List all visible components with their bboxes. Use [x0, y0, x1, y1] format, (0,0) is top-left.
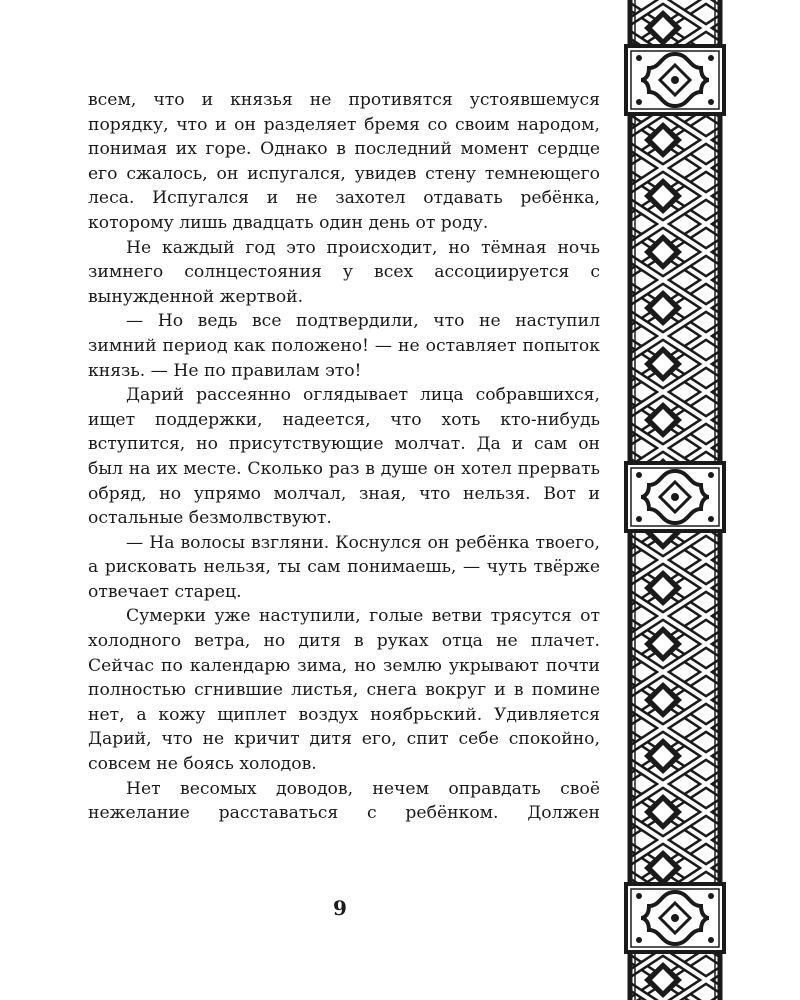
- body-text: [88, 88, 600, 826]
- paragraph-3: — Но ведь все подтвердили, что не наступил зимний период как положено! — не оставляет попыток князь. — Не по правилам это!: [88, 311, 600, 381]
- paragraph-4: Дарий рассеянно оглядывает лица собравшихся, ищет поддержки, надеется, что хоть кто-нибудь вступится, но присутствующие молчат. Да и сам он был на их месте. Сколько раз в душе он хотел прервать обряд, но упрямо молчал, зная, что нельзя. Вот и остальные безмолвствуют.: [88, 385, 600, 529]
- page-number: 9: [333, 896, 347, 920]
- celtic-knot-border-icon: [620, 0, 730, 1000]
- paragraph-5: — На волосы взгляни. Коснулся он ребёнка твоего, а рисковать нельзя, ты сам понимаешь, — чуть твёрже отвечает старец.: [88, 532, 600, 602]
- paragraph-2: Не каждый год это происходит, но тёмная ночь зимнего солнцестояния у всех ассоциируется с вынужденной жертвой.: [88, 237, 600, 307]
- paragraph-7: Нет весомых доводов, нечем оправдать своё нежелание расставаться с ребёнком. Должен: [88, 778, 600, 824]
- paragraph-1: всем, что и князья не противятся устоявшемуся порядку, что и он разделяет бремя со своим народом, понимая их горе. Однако в последний момент сердце его сжалось, он испугался, увидев стену темнеющего леса. Испугался и не захотел отдавать ребёнка, которому лишь двадцать один день от роду.: [88, 90, 600, 233]
- paragraph-6: Сумерки уже наступили, голые ветви трясутся от холодного ветра, но дитя в руках отца не плачет. Сейчас по календарю зима, но землю укрывают почти полностью сгнившие листья, снега вокруг и в помине нет, а кожу щиплет воздух ноябрьский. Удивляется Дарий, что не кричит дитя его, спит себе спокойно, совсем не боясь холодов.: [88, 606, 600, 775]
